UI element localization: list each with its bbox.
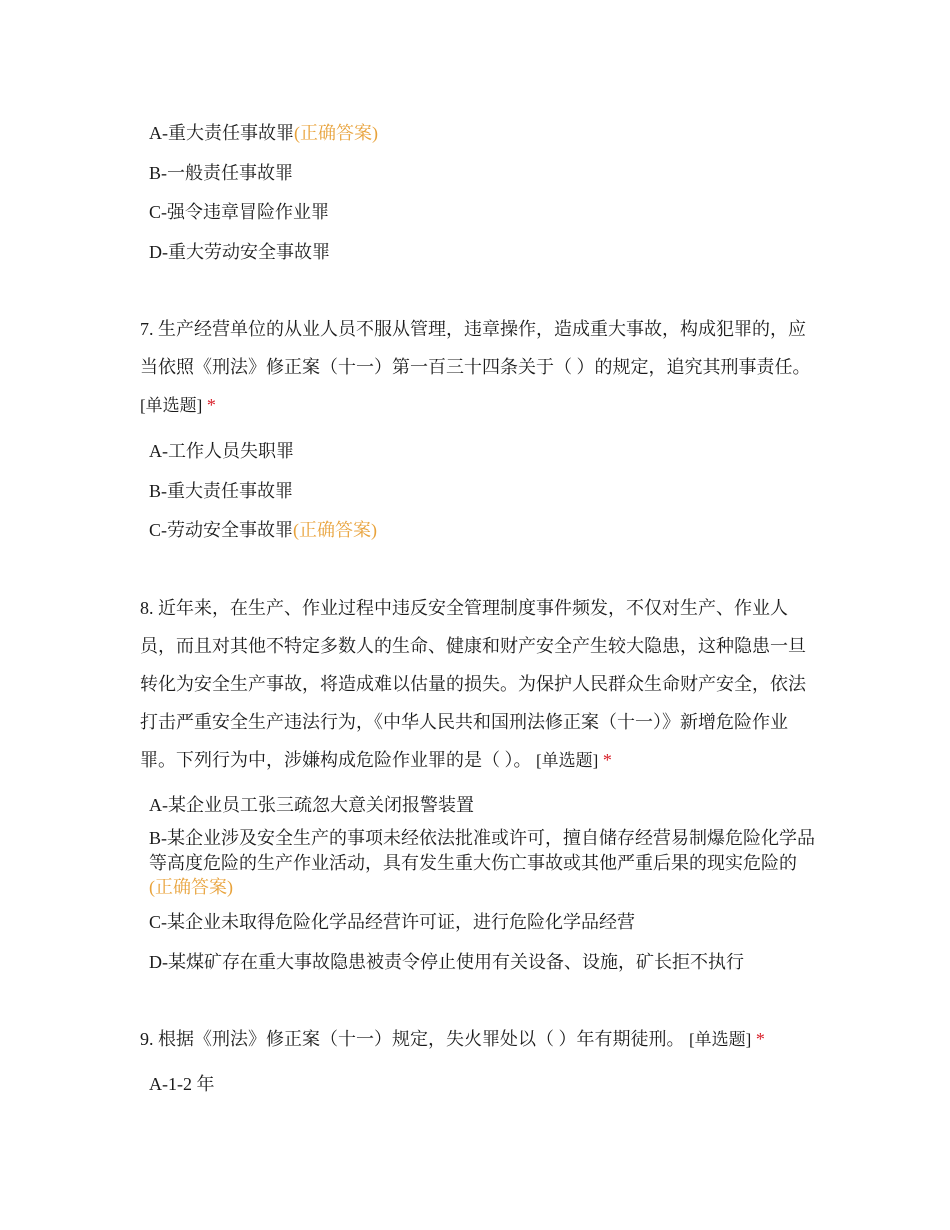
q8-option-d[interactable] bbox=[149, 949, 744, 975]
option-text: B-重大责任事故罪 bbox=[149, 481, 293, 501]
option-text: B-某企业涉及安全生产的事项未经依法批准或许可，擅自储存经营易制爆危险化学品等高度危险的生产作业活动，具有发生重大伤亡事故或其他严重后果的现实危险的 bbox=[149, 828, 815, 873]
question-text: 8. 近年来，在生产、作业过程中违反安全管理制度事件频发，不仅对生产、作业人员，而且对其他不特定多数人的生命、健康和财产安全产生较大隐患，这种隐患一旦转化为安全生产事故，将造成难以估量的损失。为保护人民群众生命财产安全，依法打击严重安全生产违法行为，《中华人民共和国刑法修正案（十一）》新增危险作业罪。下列行为中，涉嫌构成危险作业罪的是（ ）。 bbox=[140, 598, 806, 770]
option-text: D-某煤矿存在重大事故隐患被责令停止使用有关设备、设施，矿长拒不执行 bbox=[149, 952, 744, 972]
q6-option-d[interactable] bbox=[149, 239, 330, 265]
option-text: C-强令违章冒险作业罪 bbox=[149, 202, 329, 222]
q8-option-b[interactable] bbox=[149, 826, 819, 900]
question-type-tag: [单选题] bbox=[536, 751, 599, 770]
option-text: A-某企业员工张三疏忽大意关闭报警装置 bbox=[149, 795, 474, 815]
question-text: 9. 根据《刑法》修正案（十一）规定，失火罪处以（ ）年有期徒刑。 bbox=[140, 1029, 685, 1049]
correct-answer-label: (正确答案) bbox=[294, 123, 378, 143]
q7-option-c[interactable] bbox=[149, 517, 377, 543]
option-text: A-1-2 年 bbox=[149, 1074, 215, 1094]
option-text: C-劳动安全事故罪 bbox=[149, 520, 293, 540]
required-mark: * bbox=[602, 750, 612, 770]
question-text: 7. 生产经营单位的从业人员不服从管理，违章操作，造成重大事故，构成犯罪的，应当依照《刑法》修正案（十一）第一百三十四条关于（ ）的规定，追究其刑事责任。 bbox=[140, 319, 811, 377]
q6-option-b[interactable] bbox=[149, 160, 293, 186]
q9-option-a[interactable] bbox=[149, 1071, 215, 1097]
q8-option-c[interactable] bbox=[149, 909, 635, 935]
option-text: C-某企业未取得危险化学品经营许可证，进行危险化学品经营 bbox=[149, 912, 635, 932]
question-type-tag: [单选题] bbox=[689, 1030, 752, 1049]
option-text: A-工作人员失职罪 bbox=[149, 441, 294, 461]
question-type-tag: [单选题] bbox=[140, 396, 203, 415]
option-text: A-重大责任事故罪 bbox=[149, 123, 294, 143]
q8-question bbox=[140, 589, 820, 780]
correct-answer-label: (正确答案) bbox=[293, 520, 377, 540]
required-mark: * bbox=[206, 395, 216, 415]
q7-question bbox=[140, 310, 820, 425]
required-mark: * bbox=[755, 1029, 765, 1049]
correct-answer-label: (正确答案) bbox=[149, 877, 233, 897]
option-text: D-重大劳动安全事故罪 bbox=[149, 242, 330, 262]
q8-option-a[interactable] bbox=[149, 792, 474, 818]
q7-option-a[interactable] bbox=[149, 438, 294, 464]
q6-option-c[interactable] bbox=[149, 199, 329, 225]
option-text: B-一般责任事故罪 bbox=[149, 163, 293, 183]
q9-question bbox=[140, 1020, 820, 1059]
q7-option-b[interactable] bbox=[149, 478, 293, 504]
q6-option-a[interactable] bbox=[149, 120, 378, 146]
